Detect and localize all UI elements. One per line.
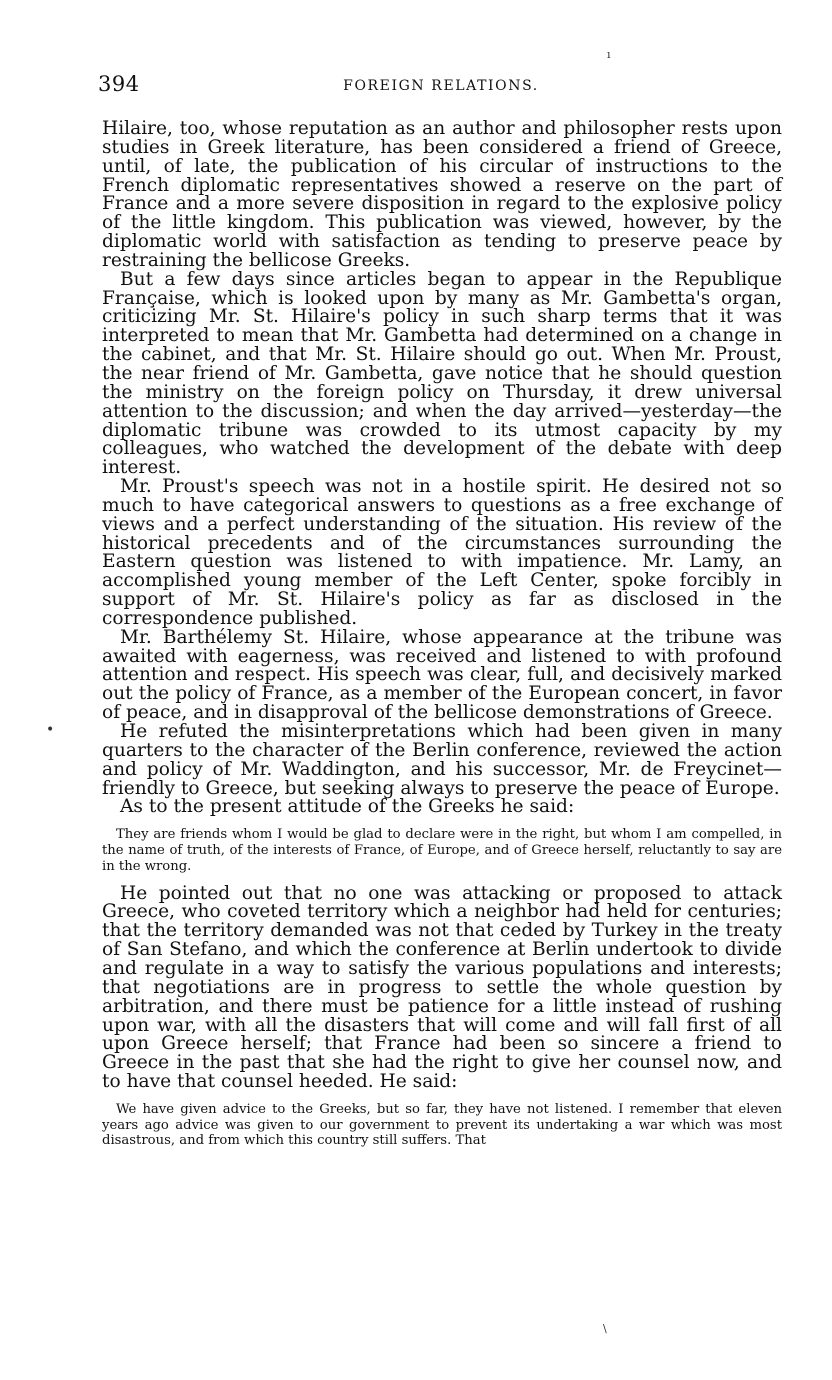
margin-dot: • [46, 722, 55, 738]
paragraph: Hilaire, too, whose reputation as an author and philosopher rests upon studies in Greek literature, has been considered a friend of Greece, until, of late, the publication of his circular of instructions to the French diplomatic representatives showed a reserve on the part of France and a more severe disposition in regard to the explosive policy of the little kingdom. This publication was viewed, however, by the diplomatic world with satisfaction as tending to preserve peace by restraining the bellicose Greeks. [102, 118, 782, 271]
running-head: FOREIGN RELATIONS. [343, 78, 539, 94]
page-number: 394 [98, 72, 140, 96]
body-text [102, 120, 782, 1159]
paragraph: He refuted the misinterpretations which had been given in many quarters to the character of the Berlin conference, reviewed the action and policy of Mr. Waddington, and his successor, Mr. de Freycinet—friendly to Greece, but seeking always to preserve the peace of Europe. [102, 721, 782, 799]
page-header [98, 72, 784, 102]
paragraph: Mr. Barthélemy St. Hilaire, whose appearance at the tribune was awaited with eagerness, was received and listened to with profound attention and respect. His speech was clear, full, and decisively marked out the policy of France, as a member of the European concert, in favor of peace, and in disapproval of the bellicose demonstrations of Greece. [102, 626, 782, 724]
block-quote: They are friends whom I would be glad to declare were in the right, but whom I am compelled, in the name of truth, of the interests of France, of Europe, and of Greece herself, reluctantly to say are in the wrong. [102, 827, 782, 874]
paragraph: But a few days since articles began to appear in the Republique Française, which is looked upon by many as Mr. Gambetta's organ, criticizing Mr. St. Hilaire's policy in such sharp terms that it was interpreted to mean that Mr. Gambetta had determined on a change in the cabinet, and that Mr. St. Hilaire should go out. When Mr. Proust, the near friend of Mr. Gambetta, gave notice that he should question the ministry on the foreign policy on Thursday, it drew universal attention to the discussion; and when the day arrived—yesterday—the diplomatic tribune was crowded to its utmost capacity by my colleagues, who watched the development of the debate with deep interest. [102, 268, 782, 479]
paragraph: He pointed out that no one was attacking or proposed to attack Greece, who coveted territory which a neighbor had held for centuries; that the territory demanded was not that ceded by Turkey in the treaty of San Stefano, and which the conference at Berlin undertook to divide and regulate in a way to satisfy the various populations and interests; that negotiations are in progress to settle the whole question by arbitration, and there must be patience for a little instead of rushing upon war, with all the disasters that will come and will fall first of all upon Greece herself; that France had been so sincere a friend to Greece in the past that she had the right to give her counsel now, and to have that counsel heeded. He said: [102, 882, 782, 1093]
scan-mark: ı [607, 48, 611, 61]
scan-mark: \ [603, 1322, 607, 1335]
paragraph: As to the present attitude of the Greeks he said: [120, 796, 575, 818]
block-quote: We have given advice to the Greeks, but so far, they have not listened. I remember that eleven years ago advice was given to our government to prevent its undertaking a war which was most disastrous, and from which this country still suffers. That [102, 1101, 782, 1149]
paragraph: Mr. Proust's speech was not in a hostile spirit. He desired not so much to have categorical answers to questions as a free exchange of views and a perfect understanding of the situation. His review of the historical precedents and of the circumstances surrounding the Eastern question was listened to with impatience. Mr. Lamy, an accomplished young member of the Left Center, spoke forcibly in support of Mr. St. Hilaire's policy as far as disclosed in the correspondence published. [102, 476, 782, 629]
